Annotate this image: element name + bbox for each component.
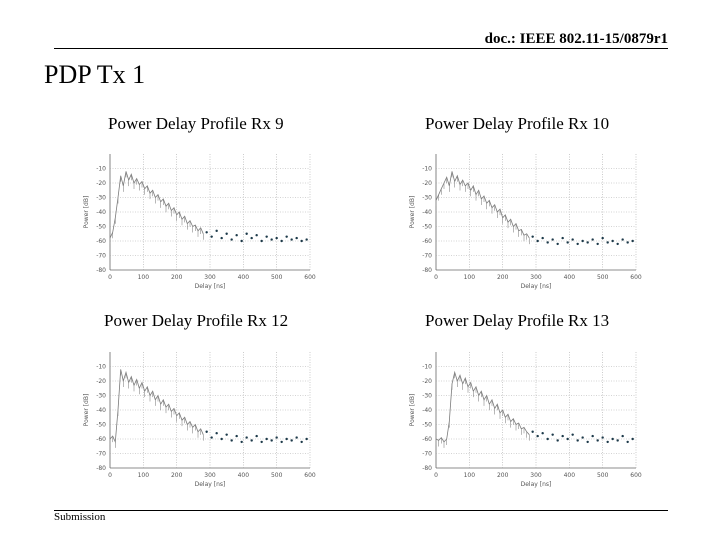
x-tick-label: 500	[596, 472, 609, 479]
pdp-point	[631, 438, 633, 440]
x-tick-label: 300	[204, 472, 216, 479]
pdp-point	[551, 433, 553, 435]
panel-title-rx9: Power Delay Profile Rx 9	[108, 114, 284, 133]
pdp-point	[295, 237, 297, 239]
pdp-point	[290, 439, 292, 441]
x-tick-label: 300	[204, 274, 216, 281]
pdp-point	[581, 436, 583, 438]
pdp-line-main	[110, 369, 203, 442]
pdp-point	[300, 240, 302, 242]
pdp-line-main	[436, 171, 529, 238]
pdp-point	[300, 441, 302, 443]
y-tick-label: -20	[96, 378, 106, 385]
panel-title-rx10: Power Delay Profile Rx 10	[425, 114, 610, 133]
pdp-point	[616, 439, 618, 441]
pdp-point	[621, 238, 623, 240]
pdp-point	[225, 433, 227, 435]
x-tick-label: 0	[434, 274, 438, 281]
pdp-point	[586, 241, 588, 243]
slide-title: PDP Tx 1	[44, 60, 146, 89]
pdp-point	[556, 439, 558, 441]
pdp-point	[531, 431, 533, 433]
pdp-point	[230, 238, 232, 240]
pdp-point	[561, 237, 563, 239]
y-tick-label: -50	[96, 223, 106, 231]
x-tick-label: 400	[237, 274, 250, 281]
x-tick-label: 600	[304, 274, 316, 281]
pdp-point	[596, 243, 598, 245]
pdp-point	[591, 238, 593, 240]
chart-svg	[398, 344, 648, 489]
y-tick-label: -10	[422, 165, 432, 173]
x-tick-label: 200	[170, 472, 183, 479]
pdp-point	[305, 238, 307, 240]
y-tick-label: -40	[422, 407, 432, 414]
pdp-point	[220, 237, 222, 239]
pdp-point	[210, 235, 212, 237]
pdp-point	[245, 436, 247, 438]
pdp-point	[541, 237, 543, 239]
pdp-point	[571, 433, 573, 435]
y-tick-label: -80	[96, 267, 106, 274]
pdp-point	[230, 439, 232, 441]
pdp-point	[255, 234, 257, 236]
pdp-point	[220, 438, 222, 440]
y-tick-label: -20	[422, 378, 432, 385]
pdp-point	[601, 436, 603, 438]
x-tick-label: 200	[496, 274, 509, 281]
x-axis-label: Delay [ns]	[520, 481, 552, 488]
x-tick-label: 0	[108, 472, 112, 479]
x-tick-label: 100	[137, 472, 150, 479]
pdp-point	[606, 241, 608, 243]
pdp-point	[581, 240, 583, 242]
y-tick-label: -70	[96, 450, 106, 458]
pdp-point	[566, 241, 568, 243]
y-tick-label: -50	[96, 421, 106, 429]
pdp-point	[290, 238, 292, 240]
plot-rx12	[72, 344, 322, 489]
pdp-point	[626, 441, 628, 443]
x-tick-label: 200	[170, 274, 183, 281]
x-tick-label: 300	[530, 274, 542, 281]
x-tick-label: 0	[108, 274, 112, 281]
panel-title-rx13: Power Delay Profile Rx 13	[425, 311, 610, 330]
y-tick-label: -30	[422, 194, 432, 202]
y-tick-label: -70	[422, 450, 432, 458]
x-tick-label: 100	[137, 274, 150, 281]
pdp-line-main	[110, 171, 203, 238]
pdp-point	[270, 439, 272, 441]
x-tick-label: 0	[434, 472, 438, 479]
pdp-point	[591, 435, 593, 437]
y-tick-label: -30	[96, 392, 106, 400]
pdp-point	[611, 438, 613, 440]
y-tick-label: -80	[422, 267, 432, 274]
y-tick-label: -20	[96, 180, 106, 187]
bottom-rule	[54, 510, 668, 511]
y-axis-label: Power [dB]	[83, 195, 90, 229]
pdp-point	[240, 441, 242, 443]
pdp-point	[270, 238, 272, 240]
y-tick-label: -20	[422, 180, 432, 187]
pdp-point	[205, 431, 207, 433]
pdp-point	[275, 436, 277, 438]
x-axis-label: Delay [ns]	[520, 283, 552, 290]
pdp-point	[215, 432, 217, 434]
y-tick-label: -70	[96, 252, 106, 260]
x-tick-label: 400	[563, 472, 576, 479]
x-tick-label: 100	[463, 472, 476, 479]
y-axis-label: Power [dB]	[409, 195, 416, 229]
x-tick-label: 600	[630, 472, 642, 479]
y-tick-label: -40	[96, 407, 106, 414]
pdp-point	[260, 240, 262, 242]
chart-svg	[398, 146, 648, 291]
y-tick-label: -10	[96, 363, 106, 371]
y-tick-label: -60	[96, 436, 106, 443]
pdp-point	[606, 441, 608, 443]
chart-svg	[72, 344, 322, 489]
pdp-point	[225, 233, 227, 235]
pdp-point	[280, 240, 282, 242]
x-tick-label: 500	[270, 472, 283, 479]
pdp-point	[571, 238, 573, 240]
y-tick-label: -30	[96, 194, 106, 202]
pdp-point	[536, 435, 538, 437]
y-tick-label: -60	[422, 436, 432, 443]
pdp-point	[596, 439, 598, 441]
y-tick-label: -50	[422, 223, 432, 231]
pdp-point	[255, 435, 257, 437]
x-tick-label: 500	[270, 274, 283, 281]
y-axis-label: Power [dB]	[83, 393, 90, 427]
pdp-point	[561, 435, 563, 437]
x-tick-label: 400	[237, 472, 250, 479]
y-tick-label: -40	[422, 209, 432, 216]
x-tick-label: 600	[630, 274, 642, 281]
pdp-point	[611, 240, 613, 242]
x-tick-label: 100	[463, 274, 476, 281]
y-tick-label: -60	[96, 238, 106, 245]
pdp-point	[616, 243, 618, 245]
pdp-point	[210, 436, 212, 438]
pdp-point	[205, 231, 207, 233]
pdp-line-main	[436, 372, 529, 442]
pdp-point	[235, 234, 237, 236]
x-tick-label: 200	[496, 472, 509, 479]
doc-header: doc.: IEEE 802.11-15/0879r1	[484, 31, 668, 47]
x-tick-label: 500	[596, 274, 609, 281]
pdp-point	[275, 237, 277, 239]
pdp-point	[536, 240, 538, 242]
y-tick-label: -70	[422, 252, 432, 260]
pdp-point	[631, 240, 633, 242]
pdp-point	[546, 438, 548, 440]
pdp-point	[285, 438, 287, 440]
pdp-point	[260, 441, 262, 443]
pdp-point	[576, 439, 578, 441]
pdp-point	[250, 439, 252, 441]
pdp-point	[285, 235, 287, 237]
x-axis-label: Delay [ns]	[194, 283, 226, 290]
pdp-point	[305, 438, 307, 440]
plot-rx9	[72, 146, 322, 291]
y-tick-label: -60	[422, 238, 432, 245]
plot-rx10	[398, 146, 648, 291]
y-tick-label: -50	[422, 421, 432, 429]
chart-svg	[72, 146, 322, 291]
pdp-point	[551, 238, 553, 240]
pdp-point	[541, 432, 543, 434]
y-tick-label: -30	[422, 392, 432, 400]
y-tick-label: -80	[422, 465, 432, 472]
pdp-point	[601, 237, 603, 239]
y-axis-label: Power [dB]	[409, 393, 416, 427]
y-tick-label: -40	[96, 209, 106, 216]
x-tick-label: 400	[563, 274, 576, 281]
pdp-point	[250, 237, 252, 239]
pdp-point	[295, 436, 297, 438]
x-axis-label: Delay [ns]	[194, 481, 226, 488]
pdp-point	[265, 438, 267, 440]
panel-title-rx12: Power Delay Profile Rx 12	[104, 311, 289, 330]
pdp-point	[576, 243, 578, 245]
pdp-point	[240, 240, 242, 242]
top-rule	[54, 48, 668, 49]
pdp-point	[235, 435, 237, 437]
x-tick-label: 600	[304, 472, 316, 479]
pdp-point	[621, 435, 623, 437]
plot-rx13	[398, 344, 648, 489]
pdp-point	[566, 438, 568, 440]
pdp-point	[531, 235, 533, 237]
pdp-point	[546, 241, 548, 243]
pdp-point	[280, 441, 282, 443]
x-tick-label: 300	[530, 472, 542, 479]
pdp-point	[556, 243, 558, 245]
y-tick-label: -10	[96, 165, 106, 173]
pdp-point	[626, 241, 628, 243]
footer-submission: Submission	[54, 511, 106, 523]
y-tick-label: -80	[96, 465, 106, 472]
pdp-point	[215, 230, 217, 232]
pdp-point	[245, 233, 247, 235]
y-tick-label: -10	[422, 363, 432, 371]
pdp-point	[586, 441, 588, 443]
pdp-point	[265, 235, 267, 237]
